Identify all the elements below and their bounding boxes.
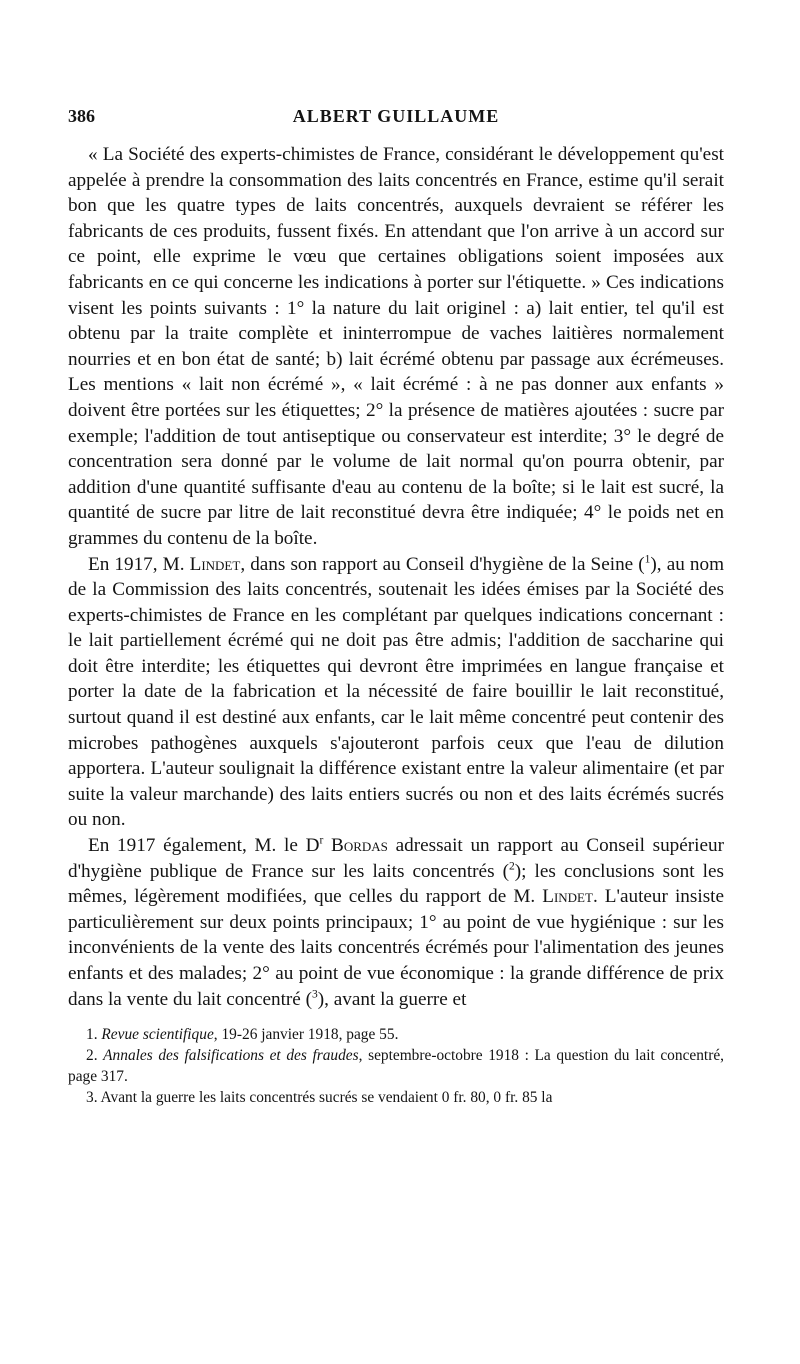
paragraph-quote: « La Société des experts-chimistes de France, considérant le développement qu'est appelée à prendre la consommation des laits concentrés en France, estime qu'il serait bon que les quatre types de laits concentrés, auxquels devraient se référer les fabricants de ces produits, fussent fixés. En attendant que l'on arrive à un accord sur ce point, elle exprime le vœu que certaines obligations soient imposées aux fabricants en ce qui concerne les indications à porter sur l'étiquette. » Ces indications visent les points suivants : 1° la nature du lait originel : a) lait entier, tel qu'il est obtenu par la traite complète et ininterrompue de vaches laitières normalement nourries et en bon état de santé; b) lait écrémé obtenu par passage aux écrémeuses. Les mentions « lait non écrémé », « lait écrémé : à ne pas donner aux enfants » doivent être portées sur les étiquettes; 2° la présence de matières ajoutées : sucre par exemple; l'addition de tout antiseptique ou conservateur est interdite; 3° le degré de concentration sera donné par le volume de lait normal qu'on pourra obtenir, par addition d'une quantité suffisante d'eau au contenu de la boîte; si le lait est sucré, la quantité de sucre par litre de lait reconstitué devra être indiquée; 4° le poids net en grammes du contenu de la boîte. [68, 144, 724, 549]
author-name-lindet: Lindet [542, 886, 593, 908]
footnote-1: 1. Revue scientifique, 19-26 janvier 1918, page 55. [86, 1026, 399, 1044]
footnotes [68, 1024, 724, 1108]
footnote-3: 3. Avant la guerre les laits concentrés sucrés se vendaient 0 fr. 80, 0 fr. 85 la [86, 1089, 553, 1107]
body-text [68, 142, 724, 1012]
author-name-bordas: Bordas [331, 835, 388, 857]
page-header [68, 102, 724, 132]
footnote-source: Revue scientifique [101, 1026, 214, 1044]
paragraph-bordas: En 1917 également, M. le $D^r$ Bordas adressait un rapport au Conseil supérieur d'hygiène publique de France sur les laits concentrés ($^2$); les conclusions sont les mêmes, légèrement modifiées, que celles du rapport de M. Lindet. L'auteur insiste particulièrement sur deux points principaux; 1° au point de vue hygiénique : sur les inconvénients de la vente des laits concentrés écrémés pour l'alimentation des jeunes enfants et des malades; 2° au point de vue économique : la grande différence de prix dans la vente du lait concentré ($^3$), avant la guerre et [68, 834, 725, 1010]
book-page [68, 102, 724, 1108]
author-name-lindet: Lindet [189, 553, 241, 575]
footnote-ref-1: 1 [644, 553, 651, 566]
footnote-2: 2. Annales des falsifications et des fraudes, septembre-octobre 1918 : La question du lait concentré, page 317. [68, 1047, 725, 1086]
running-title: ALBERT GUILLAUME [292, 106, 500, 126]
paragraph-lindet: En 1917, M. Lindet, dans son rapport au Conseil d'hygiène de la Seine ($^1$), au nom de la Commission des laits concentrés, soutenait les idées émises par la Société des experts-chimistes de France en les complétant par quelques indications concernant : le lait partiellement écrémé qui ne doit pas être admis; l'addition de saccharine qui doit être interdite; les étiquettes qui devront être imprimées en langue française et porter la date de la fabrication et la nécessité de faire bouillir le lait reconstitué, surtout quand il est destiné aux enfants, car le lait même concentré peut contenir des microbes pathogènes auxquels s'ajouteront parfois ceux que l'eau de dilution apportera. L'auteur soulignait la différence existant entre la valeur alimentaire (et par suite la valeur marchande) des laits entiers sucrés ou non et des laits écrémés sucrés ou non. [68, 553, 724, 831]
footnote-ref-2: 2 [509, 860, 515, 873]
page-number: 386 [68, 106, 95, 126]
footnote-source: Annales des falsifications et des fraudes [103, 1047, 359, 1065]
footnote-ref-3: 3 [312, 988, 318, 1001]
